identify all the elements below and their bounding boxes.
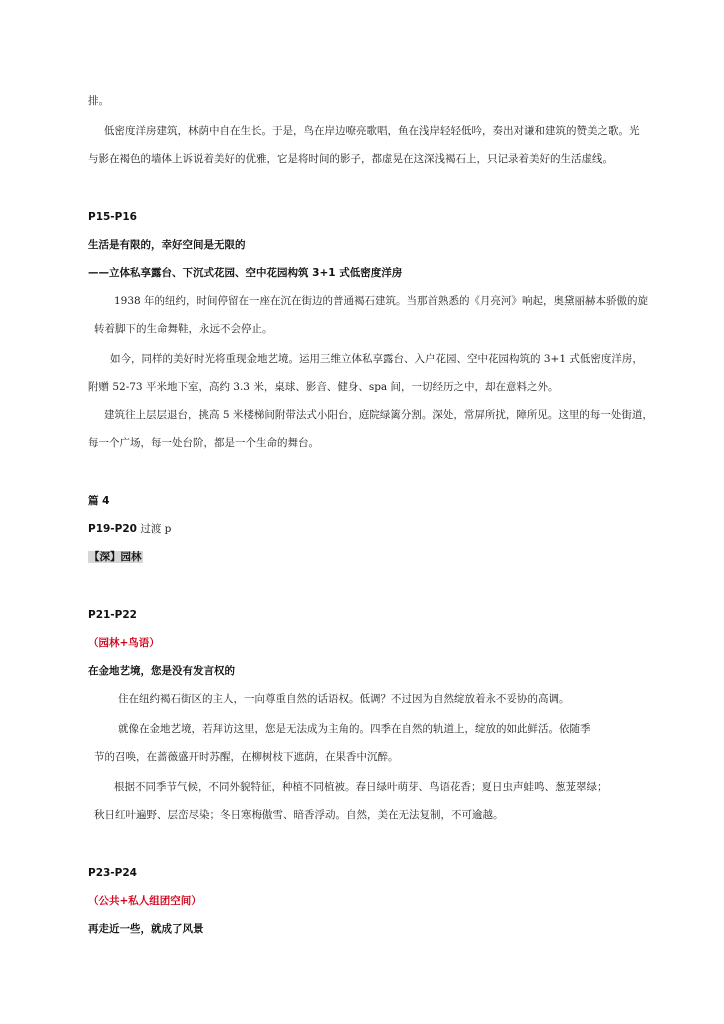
paragraph-line: 就像在金地艺境，若拜访这里，您是无法成为主角的。四季在自然的轨道上，绽放的如此鲜活。依随季 bbox=[118, 723, 591, 735]
highlighted-tag: 【深】园林 bbox=[89, 551, 142, 563]
section-tag: （园林+鸟语） bbox=[88, 637, 160, 649]
section-heading-line bbox=[88, 522, 171, 536]
section-page-range: P21-P22 bbox=[88, 609, 137, 621]
paragraph-line: 秋日红叶遍野、层峦尽染；冬日寒梅傲雪、暗香浮动。自然，美在无法复制，不可逾越。 bbox=[94, 809, 504, 821]
section-title: 再走近一些，就成了风景 bbox=[88, 923, 204, 935]
section-page-range: P19-P20 bbox=[88, 523, 137, 535]
paragraph-line: 低密度洋房建筑，林荫中自在生长。于是，鸟在岸边嘹亮歌唱，鱼在浅岸轻轻低吟，奏出对谦和建筑的赞美之歌。光 bbox=[104, 125, 640, 137]
section-tag bbox=[88, 550, 143, 564]
paragraph-line: 根据不同季节气候，不同外貌特征，种植不同植被。春日绿叶萌芽、鸟语花香；夏日虫声蛙鸣、葱茏翠绿； bbox=[114, 781, 608, 793]
paragraph-line: 与影在褐色的墙体上诉说着美好的优雅，它是将时间的影子，都虚晃在这深浅褐石上，只记录着美好的生活虚线。 bbox=[88, 153, 613, 165]
paragraph-line: 住在纽约褐石街区的主人，一向尊重自然的话语权。低调？不过因为自然绽放着永不妥协的高调。 bbox=[118, 693, 570, 705]
section-subtitle: ——立体私享露台、下沉式花园、空中花园构筑 3+1 式低密度洋房 bbox=[88, 267, 403, 279]
paragraph-line: 转着脚下的生命舞鞋，永远不会停止。 bbox=[94, 323, 273, 335]
section-note: 过渡 p bbox=[140, 523, 172, 535]
section-title: 生活是有限的，幸好空间是无限的 bbox=[88, 239, 246, 251]
paragraph-line: 如今，同样的美好时光将重现金地艺境。运用三维立体私享露台、入户花园、空中花园构筑的 3+1 式低密度洋房， bbox=[110, 353, 643, 365]
paragraph-line: 节的召唤，在蔷薇盛开时苏醒，在柳树枝下遮荫，在果香中沉醉。 bbox=[94, 751, 399, 763]
paragraph-line: 1938 年的纽约，时间停留在一座在沉在街边的普通褐石建筑。当那首熟悉的《月亮河》响起，奥黛丽赫本骄傲的旋 bbox=[114, 295, 649, 307]
section-page-range: P15-P16 bbox=[88, 211, 137, 223]
chapter-heading: 篇 4 bbox=[88, 495, 110, 507]
paragraph-end-line: 排。 bbox=[88, 95, 109, 107]
section-title: 在金地艺境，您是没有发言权的 bbox=[88, 665, 235, 677]
paragraph-line: 建筑往上层层退台，挑高 5 米楼梯间附带法式小阳台，庭院绿篱分割。深处，常屏所扰，障所见。这里的每一处街道， bbox=[104, 409, 653, 421]
section-tag: （公共+私人组团空间） bbox=[88, 895, 202, 907]
paragraph-line: 附赠 52-73 平米地下室，高约 3.3 米，桌球、影音、健身、spa 间，一切经历之中，却在意料之外。 bbox=[88, 381, 559, 393]
paragraph-line: 每一个广场，每一处台阶，都是一个生命的舞台。 bbox=[88, 437, 319, 449]
section-page-range: P23-P24 bbox=[88, 867, 137, 879]
